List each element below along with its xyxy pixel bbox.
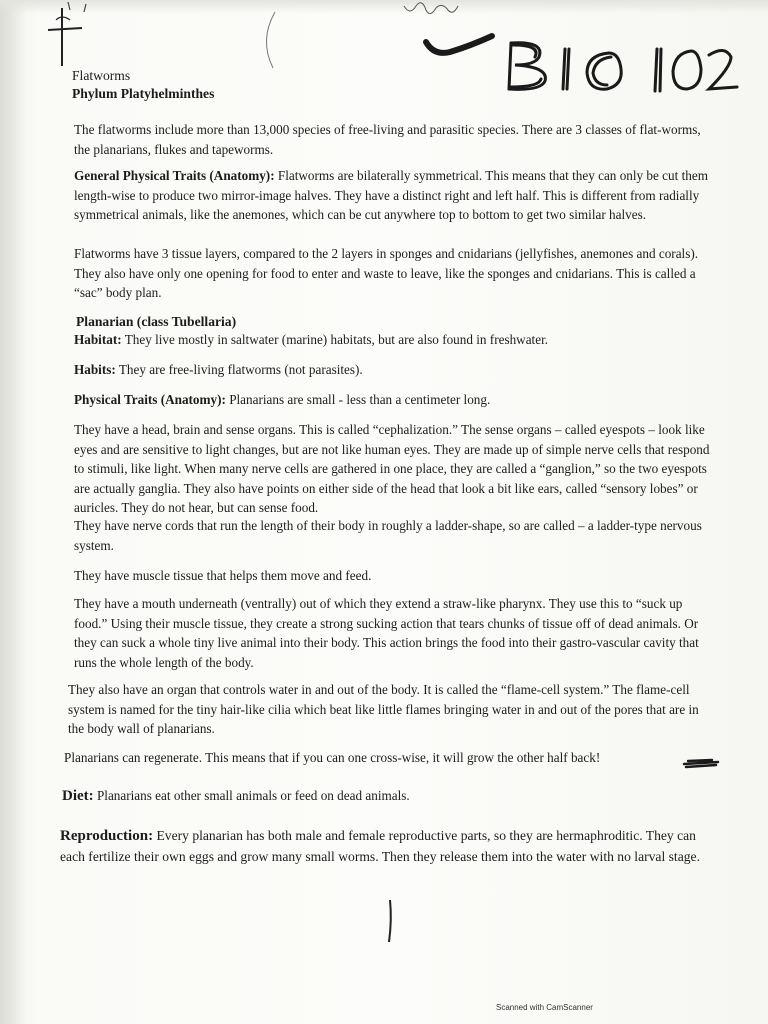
mouth-text: They have a mouth underneath (ventrally) out of which they extend a straw-like pharynx. They use this to “suck up food.” Using their muscle tissue, they create a strong sucking action that tears chunks of tissue off of dead animals. Or they can suck a whole tiny live animal into their body. This action brings the food into their gastro-vascular cavity that runs the whole length of the body. (74, 596, 699, 670)
intro-text: The flatworms include more than 13,000 species of free-living and parasitic species. There are 3 classes of flat-worms, the planarians, flukes and tapeworms. (74, 122, 701, 157)
faint-top-handwriting (400, 0, 480, 22)
general-traits-paragraph (74, 166, 714, 225)
page-top-shadow (0, 0, 768, 14)
general-traits-text: Flatworms are bilaterally symmetrical. This means that they can only be cut them length-wise to produce two mirror-image halves. They have a distinct right and left half. This is different from radially symmetrical animals, like the anemones, which can be cut anywhere top to bottom to get two similar halves. (74, 168, 708, 223)
reproduction-label: Reproduction: (60, 828, 154, 844)
page-edge-shadow (0, 0, 26, 1024)
mouth-paragraph (74, 594, 714, 672)
pen-scribble-top-left (40, 0, 110, 70)
head-text: They have a head, brain and sense organs. This is called “cephalization.” The sense organs – called eyespots – look like eyes and are sensitive to light changes, but are not like human eyes. They are made up of simple nerve cells that respond to stimuli, like light. When many nerve cells are gathered in one place, they are called a “ganglion,” so the two eyespots are actually ganglia. They also have points on either side of the head that look a bit like ears, called “sensory lobes” or auricles. They do not hear, but can sense food. (74, 422, 710, 516)
physical-traits-label: Physical Traits (Anatomy): (74, 392, 226, 407)
flame-cell-paragraph (68, 680, 708, 739)
planarian-heading: Planarian (class Tubellaria) (76, 314, 237, 329)
intro-paragraph (74, 120, 714, 159)
physical-traits-paragraph (74, 390, 714, 410)
pen-vertical-stroke (385, 898, 395, 944)
head-paragraph (74, 420, 714, 518)
muscle-paragraph (74, 566, 714, 586)
regenerate-paragraph (64, 748, 704, 768)
habits-text: They are free-living flatworms (not parasites). (118, 362, 363, 377)
document-title: Flatworms (72, 68, 131, 83)
diet-label: Diet: (62, 788, 94, 804)
nerve-text: They have nerve cords that run the length of their body in roughly a ladder-shape, so are called – a ladder-type nervous system. (74, 518, 702, 553)
nerve-paragraph (74, 516, 714, 555)
general-traits-label: General Physical Traits (Anatomy): (74, 168, 275, 183)
habits-label: Habits: (74, 362, 116, 377)
tissue-text: Flatworms have 3 tissue layers, compared to the 2 layers in sponges and cnidarians (jellyfishes, anemones and corals). They also have only one opening for food to enter and waste to leave, like the sponges and cnidarians. This is called a “sac” body plan. (74, 246, 699, 301)
pen-scratch-mark (682, 756, 722, 772)
reproduction-text: Every planarian has both male and female reproductive parts, so they are hermaphroditic. They can each fertilize their own eggs and grow many small worms. Then they release them into the water with no larval stage. (60, 828, 700, 864)
diet-text: Planarians eat other small animals or feed on dead animals. (96, 788, 410, 803)
diet-paragraph (62, 786, 702, 807)
scanner-credit: Scanned with CamScanner (496, 1003, 593, 1012)
habitat-text: They live mostly in saltwater (marine) habitats, but are also found in freshwater. (124, 332, 549, 347)
muscle-text: They have muscle tissue that helps them move and feed. (74, 568, 372, 583)
habitat-paragraph (74, 330, 714, 350)
faint-margin-curve (255, 10, 285, 70)
physical-traits-text: Planarians are small - less than a centimeter long. (229, 392, 491, 407)
handwritten-course-label (505, 35, 740, 95)
habitat-label: Habitat: (74, 332, 122, 347)
flame-cell-text: They also have an organ that controls water in and out of the body. It is called the “flame-cell system.” The flame-cell system is named for the tiny hair-like cilia which beat like little flames bringing water in and out of the pores that are in the body wall of planarians. (68, 682, 699, 737)
check-mark (420, 28, 500, 68)
tissue-paragraph (74, 244, 714, 303)
reproduction-paragraph (60, 826, 708, 866)
regenerate-text: Planarians can regenerate. This means that if you can one cross-wise, it will grow the other half back! (64, 750, 601, 765)
habits-paragraph (74, 360, 714, 380)
document-subtitle: Phylum Platyhelminthes (72, 86, 215, 101)
